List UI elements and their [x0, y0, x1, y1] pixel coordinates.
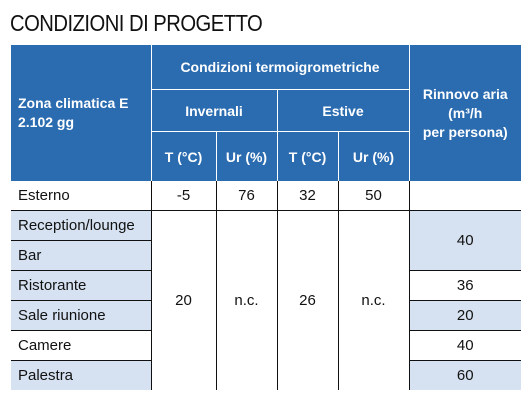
- row-label-sale-riunione: Sale riunione: [11, 301, 151, 331]
- esterno-t-estive: 32: [277, 181, 338, 211]
- invernali-header: Invernali: [151, 90, 277, 132]
- rinnovo-ristorante: 36: [409, 271, 521, 301]
- rinnovo-camere: 40: [409, 331, 521, 361]
- page-title: CONDIZIONI DI PROGETTO: [10, 10, 263, 36]
- interni-ur-estive: n.c.: [338, 211, 409, 391]
- rinnovo-line1: Rinnovo aria: [422, 85, 508, 102]
- esterno-rinnovo: [409, 181, 521, 211]
- t-estive-header: T (°C): [277, 132, 338, 182]
- table-row: [11, 211, 521, 241]
- ur-invernali-header: Ur (%): [216, 132, 277, 182]
- design-conditions-table: [11, 45, 521, 390]
- condizioni-header: Condizioni termoigrometriche: [151, 45, 409, 90]
- zone-header: [11, 45, 151, 181]
- esterno-t-invernali: -5: [151, 181, 216, 211]
- row-label-bar: Bar: [11, 241, 151, 271]
- degree-days: 2.102 gg: [18, 114, 75, 130]
- esterno-ur-estive: 50: [338, 181, 409, 211]
- row-label-ristorante: Ristorante: [11, 271, 151, 301]
- rinnovo-line2: (m³/h: [448, 104, 483, 121]
- table-row: [11, 181, 521, 211]
- estive-header: Estive: [277, 90, 409, 132]
- interni-t-estive: 26: [277, 211, 338, 391]
- zone-name: Zona climatica E: [18, 95, 129, 111]
- rinnovo-sale-riunione: 20: [409, 301, 521, 331]
- ur-estive-header: Ur (%): [338, 132, 409, 182]
- interni-ur-invernali: n.c.: [216, 211, 277, 391]
- rinnovo-palestra: 60: [409, 361, 521, 391]
- row-label-esterno: Esterno: [11, 181, 151, 211]
- row-label-palestra: Palestra: [11, 361, 151, 391]
- row-label-camere: Camere: [11, 331, 151, 361]
- t-invernali-header: T (°C): [151, 132, 216, 182]
- interni-t-invernali: 20: [151, 211, 216, 391]
- row-label-reception: Reception/lounge: [11, 211, 151, 241]
- esterno-ur-invernali: 76: [216, 181, 277, 211]
- rinnovo-reception-bar: 40: [409, 211, 521, 271]
- rinnovo-line3: per persona): [422, 123, 508, 140]
- rinnovo-header: [409, 45, 521, 181]
